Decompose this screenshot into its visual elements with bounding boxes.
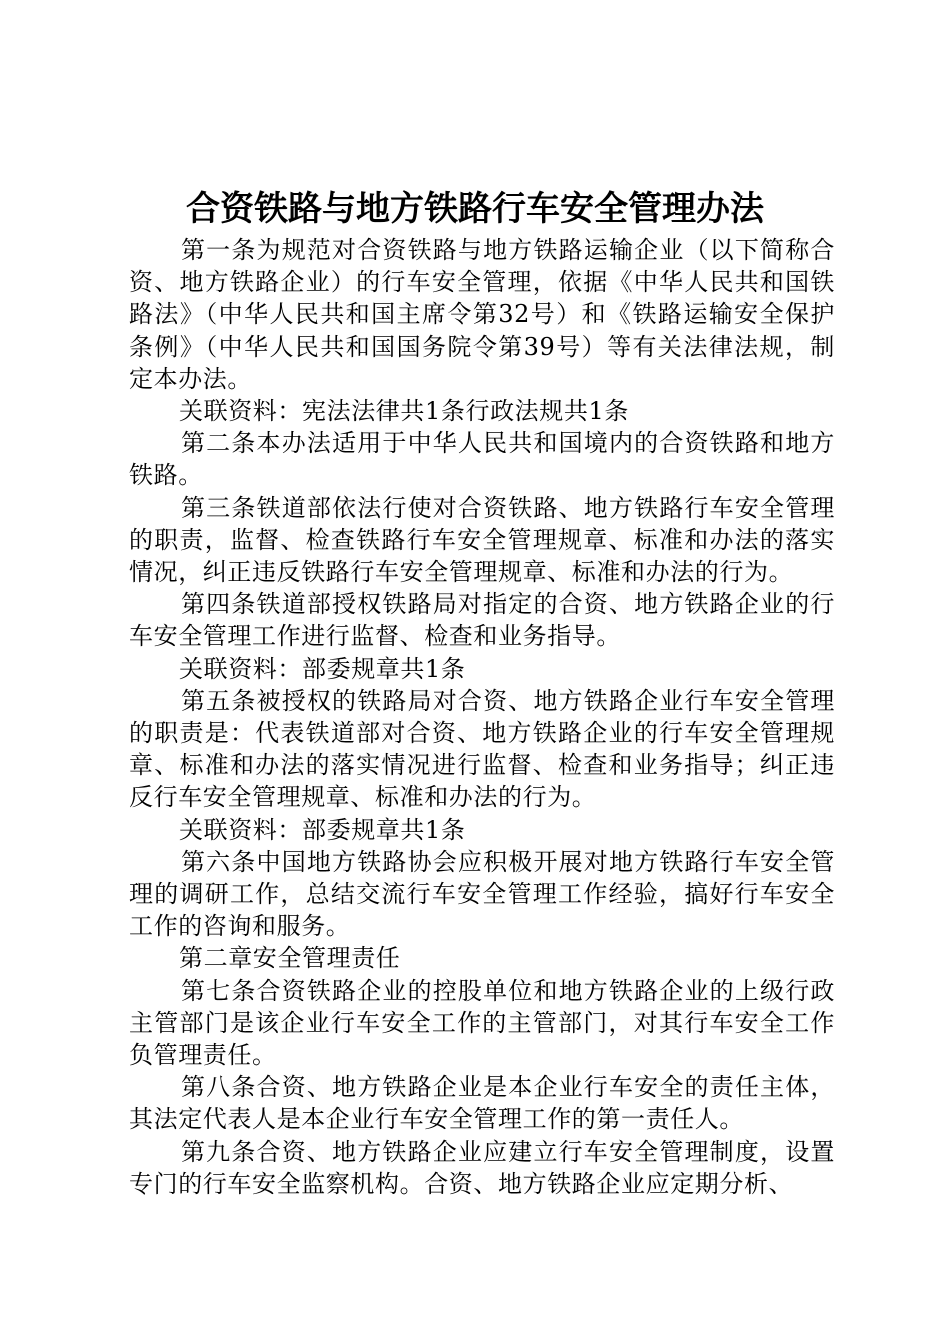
article-7: 第七条合资铁路企业的控股单位和地方铁路企业的上级行政主管部门是该企业行车安全工作的主管部门，对其行车安全工作负管理责任。 <box>129 976 835 1070</box>
article-2: 第二条本办法适用于中华人民共和国境内的合资铁路和地方铁路。 <box>129 429 835 490</box>
article-5: 第五条被授权的铁路局对合资、地方铁路企业行车安全管理的职责是：代表铁道部对合资、地方铁路企业的行车安全管理规章、标准和办法的落实情况进行监督、检查和业务指导；纠正违反行车安全管理规章、标准和办法的行为。 <box>129 686 835 812</box>
related-materials-note: 关联资料：部委规章共1条 <box>179 654 466 683</box>
article-1: 第一条为规范对合资铁路与地方铁路运输企业（以下简称合资、地方铁路企业）的行车安全管理，依据《中华人民共和国铁路法》（中华人民共和国主席令第32号）和《铁路运输安全保护条例》（中华人民共和国国务院令第39号）等有关法律法规，制定本办法。 <box>129 236 835 393</box>
article-9: 第九条合资、地方铁路企业应建立行车安全管理制度，设置专门的行车安全监察机构。合资、地方铁路企业应定期分析、 <box>129 1137 835 1198</box>
article-4: 第四条铁道部授权铁路局对指定的合资、地方铁路企业的行车安全管理工作进行监督、检查和业务指导。 <box>129 590 835 651</box>
document-title: 合资铁路与地方铁路行车安全管理办法 <box>186 189 764 229</box>
related-materials-note: 关联资料：宪法法律共1条行政法规共1条 <box>179 397 629 426</box>
article-3: 第三条铁道部依法行使对合资铁路、地方铁路行车安全管理的职责，监督、检查铁路行车安全管理规章、标准和办法的落实情况，纠正违反铁路行车安全管理规章、标准和办法的行为。 <box>129 493 835 587</box>
article-8: 第八条合资、地方铁路企业是本企业行车安全的责任主体，其法定代表人是本企业行车安全管理工作的第一责任人。 <box>129 1073 835 1134</box>
chapter-heading: 第二章安全管理责任 <box>179 944 401 973</box>
related-materials-note: 关联资料：部委规章共1条 <box>179 815 466 844</box>
article-6: 第六条中国地方铁路协会应积极开展对地方铁路行车安全管理的调研工作，总结交流行车安全管理工作经验，搞好行车安全工作的咨询和服务。 <box>129 847 835 941</box>
document-body <box>129 234 835 1200</box>
